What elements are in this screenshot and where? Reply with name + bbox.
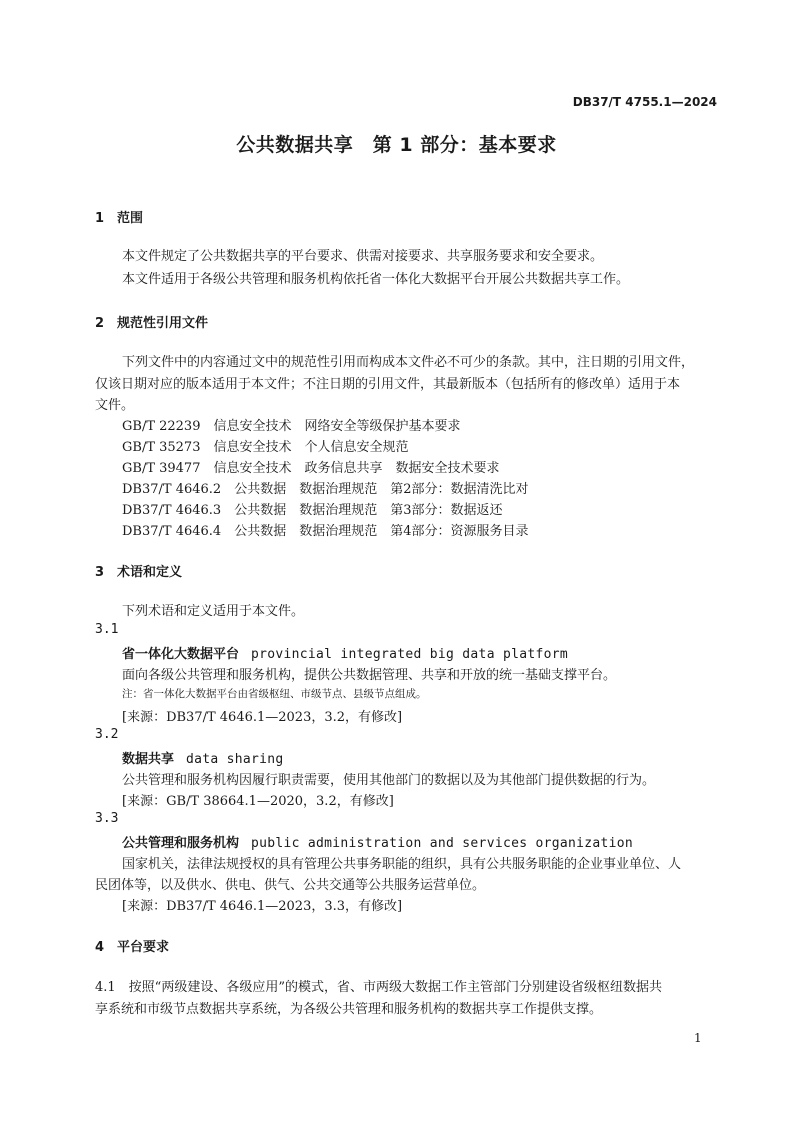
section-2-heading: [95, 312, 208, 331]
section-3-title: 术语和定义: [117, 565, 183, 580]
reference-item: GB/T 35273 信息安全技术 个人信息安全规范: [122, 440, 409, 455]
term-number: 3.1: [95, 622, 119, 637]
reference-item: GB/T 39477 信息安全技术 政务信息共享 数据安全技术要求: [122, 461, 500, 476]
clause-4-1-line-2: 享系统和市级节点数据共享系统，为各级公共管理和服务机构的数据共享工作提供支撑。: [95, 1002, 603, 1017]
section-1-title: 范围: [117, 211, 144, 226]
section-1-paragraph-1: 本文件规定了公共数据共享的平台要求、供需对接要求、共享服务要求和安全要求。: [122, 249, 604, 264]
term-definition: 公共管理和服务机构因履行职责需要，使用其他部门的数据以及为其他部门提供数据的行为。: [122, 773, 656, 788]
section-1-heading: [95, 207, 143, 226]
section-4-heading: [95, 936, 169, 955]
section-3-number: 3: [95, 565, 105, 580]
reference-item: DB37/T 4646.3 公共数据 数据治理规范 第3部分：数据返还: [122, 503, 503, 518]
term-definition-line-1: 国家机关，法律法规授权的具有管理公共事务职能的组织，具有公共服务职能的企业事业单位、人: [122, 857, 682, 872]
section-4-title: 平台要求: [117, 940, 170, 955]
document-title: 公共数据共享 第 1 部分：基本要求: [236, 134, 557, 156]
section-1-number: 1: [95, 211, 105, 226]
term-title-zh: 数据共享: [122, 752, 175, 767]
term-title: [122, 643, 568, 662]
term-title-en: data sharing: [186, 752, 284, 767]
term-source: [来源：DB37/T 4646.1—2023，3.2，有修改]: [122, 710, 403, 725]
term-number: 3.2: [95, 727, 119, 742]
term-title-en: provincial integrated big data platform: [251, 647, 568, 662]
standard-number: DB37/T 4755.1—2024: [572, 95, 717, 109]
reference-item: DB37/T 4646.4 公共数据 数据治理规范 第4部分：资源服务目录: [122, 524, 529, 539]
term-source: [来源：GB/T 38664.1—2020，3.2，有修改]: [122, 794, 394, 809]
term-number: 3.3: [95, 811, 119, 826]
section-2-intro-line-2: 仅该日期对应的版本适用于本文件；不注日期的引用文件，其最新版本（包括所有的修改单）适用于本: [95, 377, 681, 392]
reference-item: GB/T 22239 信息安全技术 网络安全等级保护基本要求: [122, 419, 461, 434]
term-note: 注：省一体化大数据平台由省级枢纽、市级节点、县级节点组成。: [122, 688, 427, 700]
section-2-intro-line-1: 下列文件中的内容通过文中的规范性引用而构成本文件必不可少的条款。其中，注日期的引用文件，: [122, 355, 695, 370]
section-2-number: 2: [95, 316, 105, 331]
clause-4-1-line-1: 4.1 按照“两级建设、各级应用”的模式，省、市两级大数据工作主管部门分别建设省级枢纽数据共: [95, 980, 662, 995]
term-definition-line-2: 民团体等，以及供水、供电、供气、公共交通等公共服务运营单位。: [95, 878, 486, 893]
term-title-zh: 省一体化大数据平台: [122, 647, 240, 662]
term-title-en: public administration and services organization: [251, 836, 633, 851]
term-title: [122, 748, 284, 767]
term-definition: 面向各级公共管理和服务机构，提供公共数据管理、共享和开放的统一基础支撑平台。: [122, 668, 617, 683]
section-2-intro-line-3: 文件。: [95, 398, 135, 413]
section-3-intro: 下列术语和定义适用于本文件。: [122, 604, 305, 619]
term-title: [122, 832, 633, 851]
section-3-heading: [95, 561, 182, 580]
term-source: [来源：DB37/T 4646.1—2023，3.3，有修改]: [122, 899, 403, 914]
page-number: 1: [694, 1031, 702, 1045]
section-4-number: 4: [95, 940, 105, 955]
reference-item: DB37/T 4646.2 公共数据 数据治理规范 第2部分：数据清洗比对: [122, 482, 529, 497]
term-title-zh: 公共管理和服务机构: [122, 836, 240, 851]
section-1-paragraph-2: 本文件适用于各级公共管理和服务机构依托省一体化大数据平台开展公共数据共享工作。: [122, 272, 630, 287]
section-2-title: 规范性引用文件: [117, 316, 209, 331]
